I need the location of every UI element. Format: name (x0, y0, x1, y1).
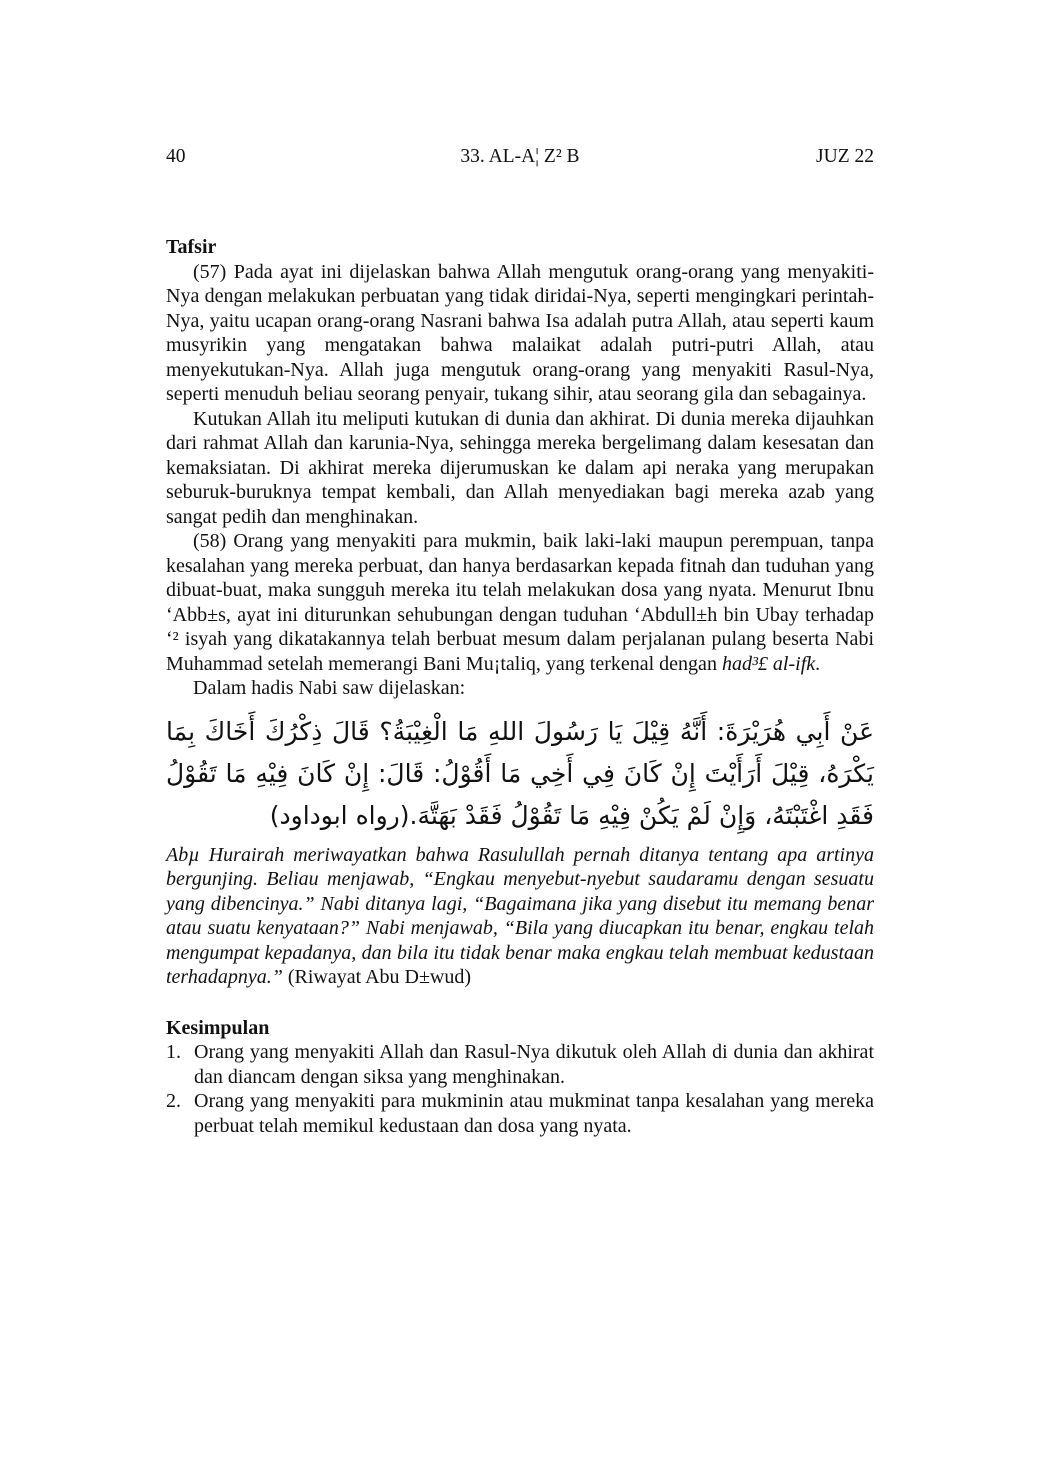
chapter-title: 33. AL-A¦ Z² B (460, 146, 580, 167)
paragraph-kutukan: Kutukan Allah itu meliputi kutukan di dunia dan akhirat. Di dunia mereka dijauhkan dari rahmat Allah dan karunia-Nya, sehingga mereka bergelimang dalam kesesatan dan kemaksiatan. Di akhirat mereka dijerumuskan ke dalam api neraka yang merupakan seburuk-buruknya tempat kembali, dan Allah menyediakan bagi mereka azab yang sangat pedih dan menghinakan. (166, 407, 874, 528)
list-item-number: 1. (166, 1041, 181, 1063)
paragraph-57: (57) Pada ayat ini dijelaskan bahwa Allah mengutuk orang-orang yang menyakiti-Nya dengan melakukan perbuatan yang tidak diridai-Nya, seperti mengingkari perintah-Nya, yaitu ucapan orang-orang Nasrani bahwa Isa adalah putra Allah, atau seperti kaum musyrikin yang mengatakan bahwa malaikat adalah putri-putri Allah, atau menyekutukan-Nya. Allah juga mengutuk orang-orang yang menyakiti Rasul-Nya, seperti menuduh beliau seorang penyair, tukang sihir, atau seorang gila dan sebagainya. (166, 260, 874, 405)
tafsir-heading: Tafsir (166, 236, 217, 258)
section-spacer (166, 990, 874, 1016)
paragraph-58-term: had³£ al-ifk (721, 652, 816, 675)
juz-label: JUZ 22 (816, 146, 874, 167)
list-item-text: Orang yang menyakiti Allah dan Rasul-Nya dikutuk oleh Allah di dunia dan akhirat dan diancam dengan siksa yang menghinakan. (194, 1041, 874, 1088)
list-item-text: Orang yang menyakiti para mukminin atau mukminat tanpa kesalahan yang mereka perbuat telah memikul kedustaan dan dosa yang nyata. (194, 1090, 874, 1137)
hadith-source: (Riwayat Abu D±wud) (287, 966, 472, 988)
paragraph-58-text: (58) Orang yang menyakiti para mukmin, baik laki-laki maupun perempuan, tanpa kesalahan yang mereka perbuat, dan hanya berdasarkan kepada fitnah dan tuduhan yang dibuat-buat, maka sungguh mereka itu telah melakukan dosa yang nyata. Menurut Ibnu ‘Abb±s, ayat ini diturunkan sehubungan dengan tuduhan ‘Abdull±h bin Ubay terhadap ‘² isyah yang dikatakannya telah berbuat mesum dalam perjalanan pulang beserta Nabi Muhammad setelah memerangi Bani Mu¡taliq, yang terkenal dengan (166, 530, 874, 675)
paragraph-hadis-intro: Dalam hadis Nabi saw dijelaskan: (193, 677, 466, 699)
kesimpulan-list (166, 1040, 874, 1138)
list-item (166, 1040, 874, 1089)
running-head (166, 146, 874, 172)
list-item-number: 2. (166, 1090, 181, 1112)
page-number: 40 (166, 146, 186, 167)
hadith-translation-text: Abµ Hurairah meriwayatkan bahwa Rasulullah pernah ditanya tentang apa artinya bergunjing. Beliau menjawab, “Engkau menyebut-nyebut saudaramu dengan sesuatu yang dibencinya.” Nabi ditanya lagi, “Bagaimana jika yang disebut itu memang benar atau suatu kenyataan?” Nabi menjawab, “Bila yang diucapkan itu benar, engkau telah mengumpat kepadanya, dan bila itu tidak benar maka engkau telah membuat kedustaan terhadapnya.” (166, 843, 874, 988)
kesimpulan-heading: Kesimpulan (166, 1016, 270, 1039)
page-content (166, 235, 874, 1138)
list-item (166, 1089, 874, 1138)
paragraph-58 (166, 529, 874, 676)
paragraph-58-end: . (815, 652, 821, 675)
arabic-hadith: عَنْ أَبِي هُرَيْرَةَ: أَنَّهُ قِيْلَ يَا رَسُولَ اللهِ مَا الْغِيْبَةُ؟ قَالَ ذِكْرُكَ أَخَاكَ بِمَا يَكْرَهُ، قِيْلَ أَرَأَيْتَ إِنْ كَانَ فِي أَخِي مَا أَقُوْلُ: قَالَ: إِنْ كَانَ فِيْهِ مَا تَقُوْلُ فَقَدِ اغْتَبْتَهُ، وَإِنْ لَمْ يَكُنْ فِيْهِ مَا تَقُوْلُ فَقَدْ بَهَتَّهَ.(رواه ابوداود) (166, 716, 874, 830)
hadith-translation (166, 843, 874, 990)
